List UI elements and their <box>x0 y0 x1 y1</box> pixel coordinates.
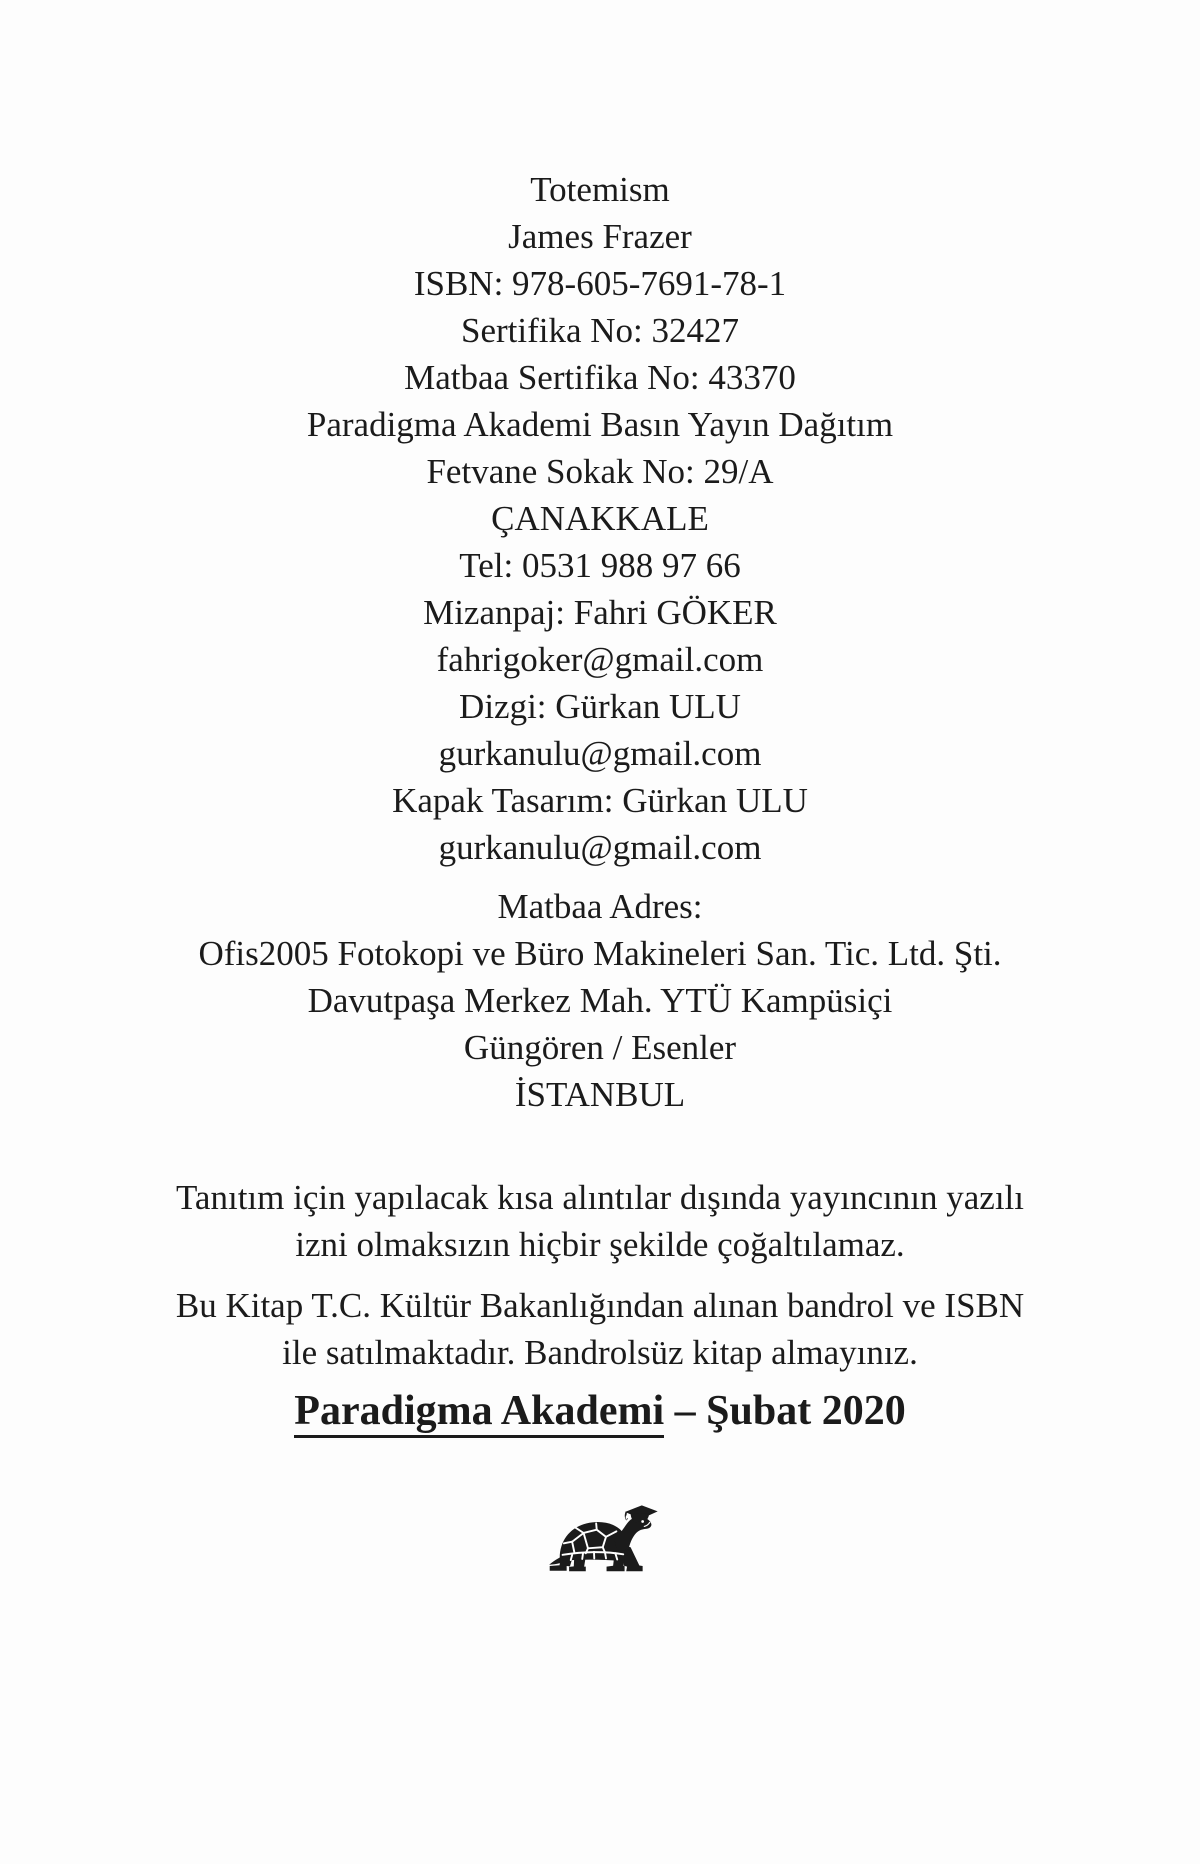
typesetting-email-line: gurkanulu@gmail.com <box>438 734 762 773</box>
imprint-line <box>0 1382 1200 1440</box>
publisher-street-line: Fetvane Sokak No: 29/A <box>426 452 774 491</box>
printer-street-line: Davutpaşa Merkez Mah. YTÜ Kampüsiçi <box>307 981 893 1020</box>
logo-area <box>0 1498 1200 1580</box>
imprint-publisher-name: Paradigma Akademi <box>294 1388 664 1438</box>
press-certificate-line: Matbaa Sertifika No: 43370 <box>404 358 796 397</box>
isbn-line: ISBN: 978-605-7691-78-1 <box>413 264 787 303</box>
copyright-line-2: izni olmaksızın hiçbir şekilde çoğaltılamaz. <box>295 1225 905 1264</box>
printer-district-line: Güngören / Esenler <box>463 1028 737 1067</box>
turtle-eye <box>641 1520 644 1523</box>
cover-design-credit-line: Kapak Tasarım: Gürkan ULU <box>392 781 808 820</box>
bandrol-line-2: ile satılmaktadır. Bandrolsüz kitap almayınız. <box>282 1333 918 1372</box>
cover-design-email-line: gurkanulu@gmail.com <box>438 828 762 867</box>
copyright-notice-block <box>0 1174 1200 1268</box>
layout-credit-line: Mizanpaj: Fahri GÖKER <box>423 593 777 632</box>
phone-line: Tel: 0531 988 97 66 <box>459 546 741 585</box>
colophon-block <box>0 166 1200 871</box>
book-title-line: Totemism <box>530 170 670 209</box>
author-line: James Frazer <box>508 217 692 256</box>
bandrol-notice-block <box>0 1282 1200 1376</box>
publisher-city-line: ÇANAKKALE <box>491 499 709 538</box>
bandrol-line-1: Bu Kitap T.C. Kültür Bakanlığından alınan bandrol ve ISBN <box>175 1286 1025 1325</box>
copyright-line-1: Tanıtım için yapılacak kısa alıntılar dışında yayıncının yazılı <box>176 1178 1024 1217</box>
printer-address-block <box>0 883 1200 1118</box>
publisher-line: Paradigma Akademi Basın Yayın Dağıtım <box>306 405 894 444</box>
imprint-date: – Şubat 2020 <box>674 1388 906 1434</box>
printer-heading-line: Matbaa Adres: <box>497 887 703 926</box>
graduate-turtle-logo <box>534 1498 666 1580</box>
typesetting-credit-line: Dizgi: Gürkan ULU <box>459 687 741 726</box>
certificate-line: Sertifika No: 32427 <box>460 311 740 350</box>
layout-email-line: fahrigoker@gmail.com <box>436 640 764 679</box>
printer-company-line: Ofis2005 Fotokopi ve Büro Makineleri San. Tic. Ltd. Şti. <box>198 934 1002 973</box>
turtle-head <box>614 1517 651 1552</box>
printer-city-line: İSTANBUL <box>514 1075 686 1114</box>
